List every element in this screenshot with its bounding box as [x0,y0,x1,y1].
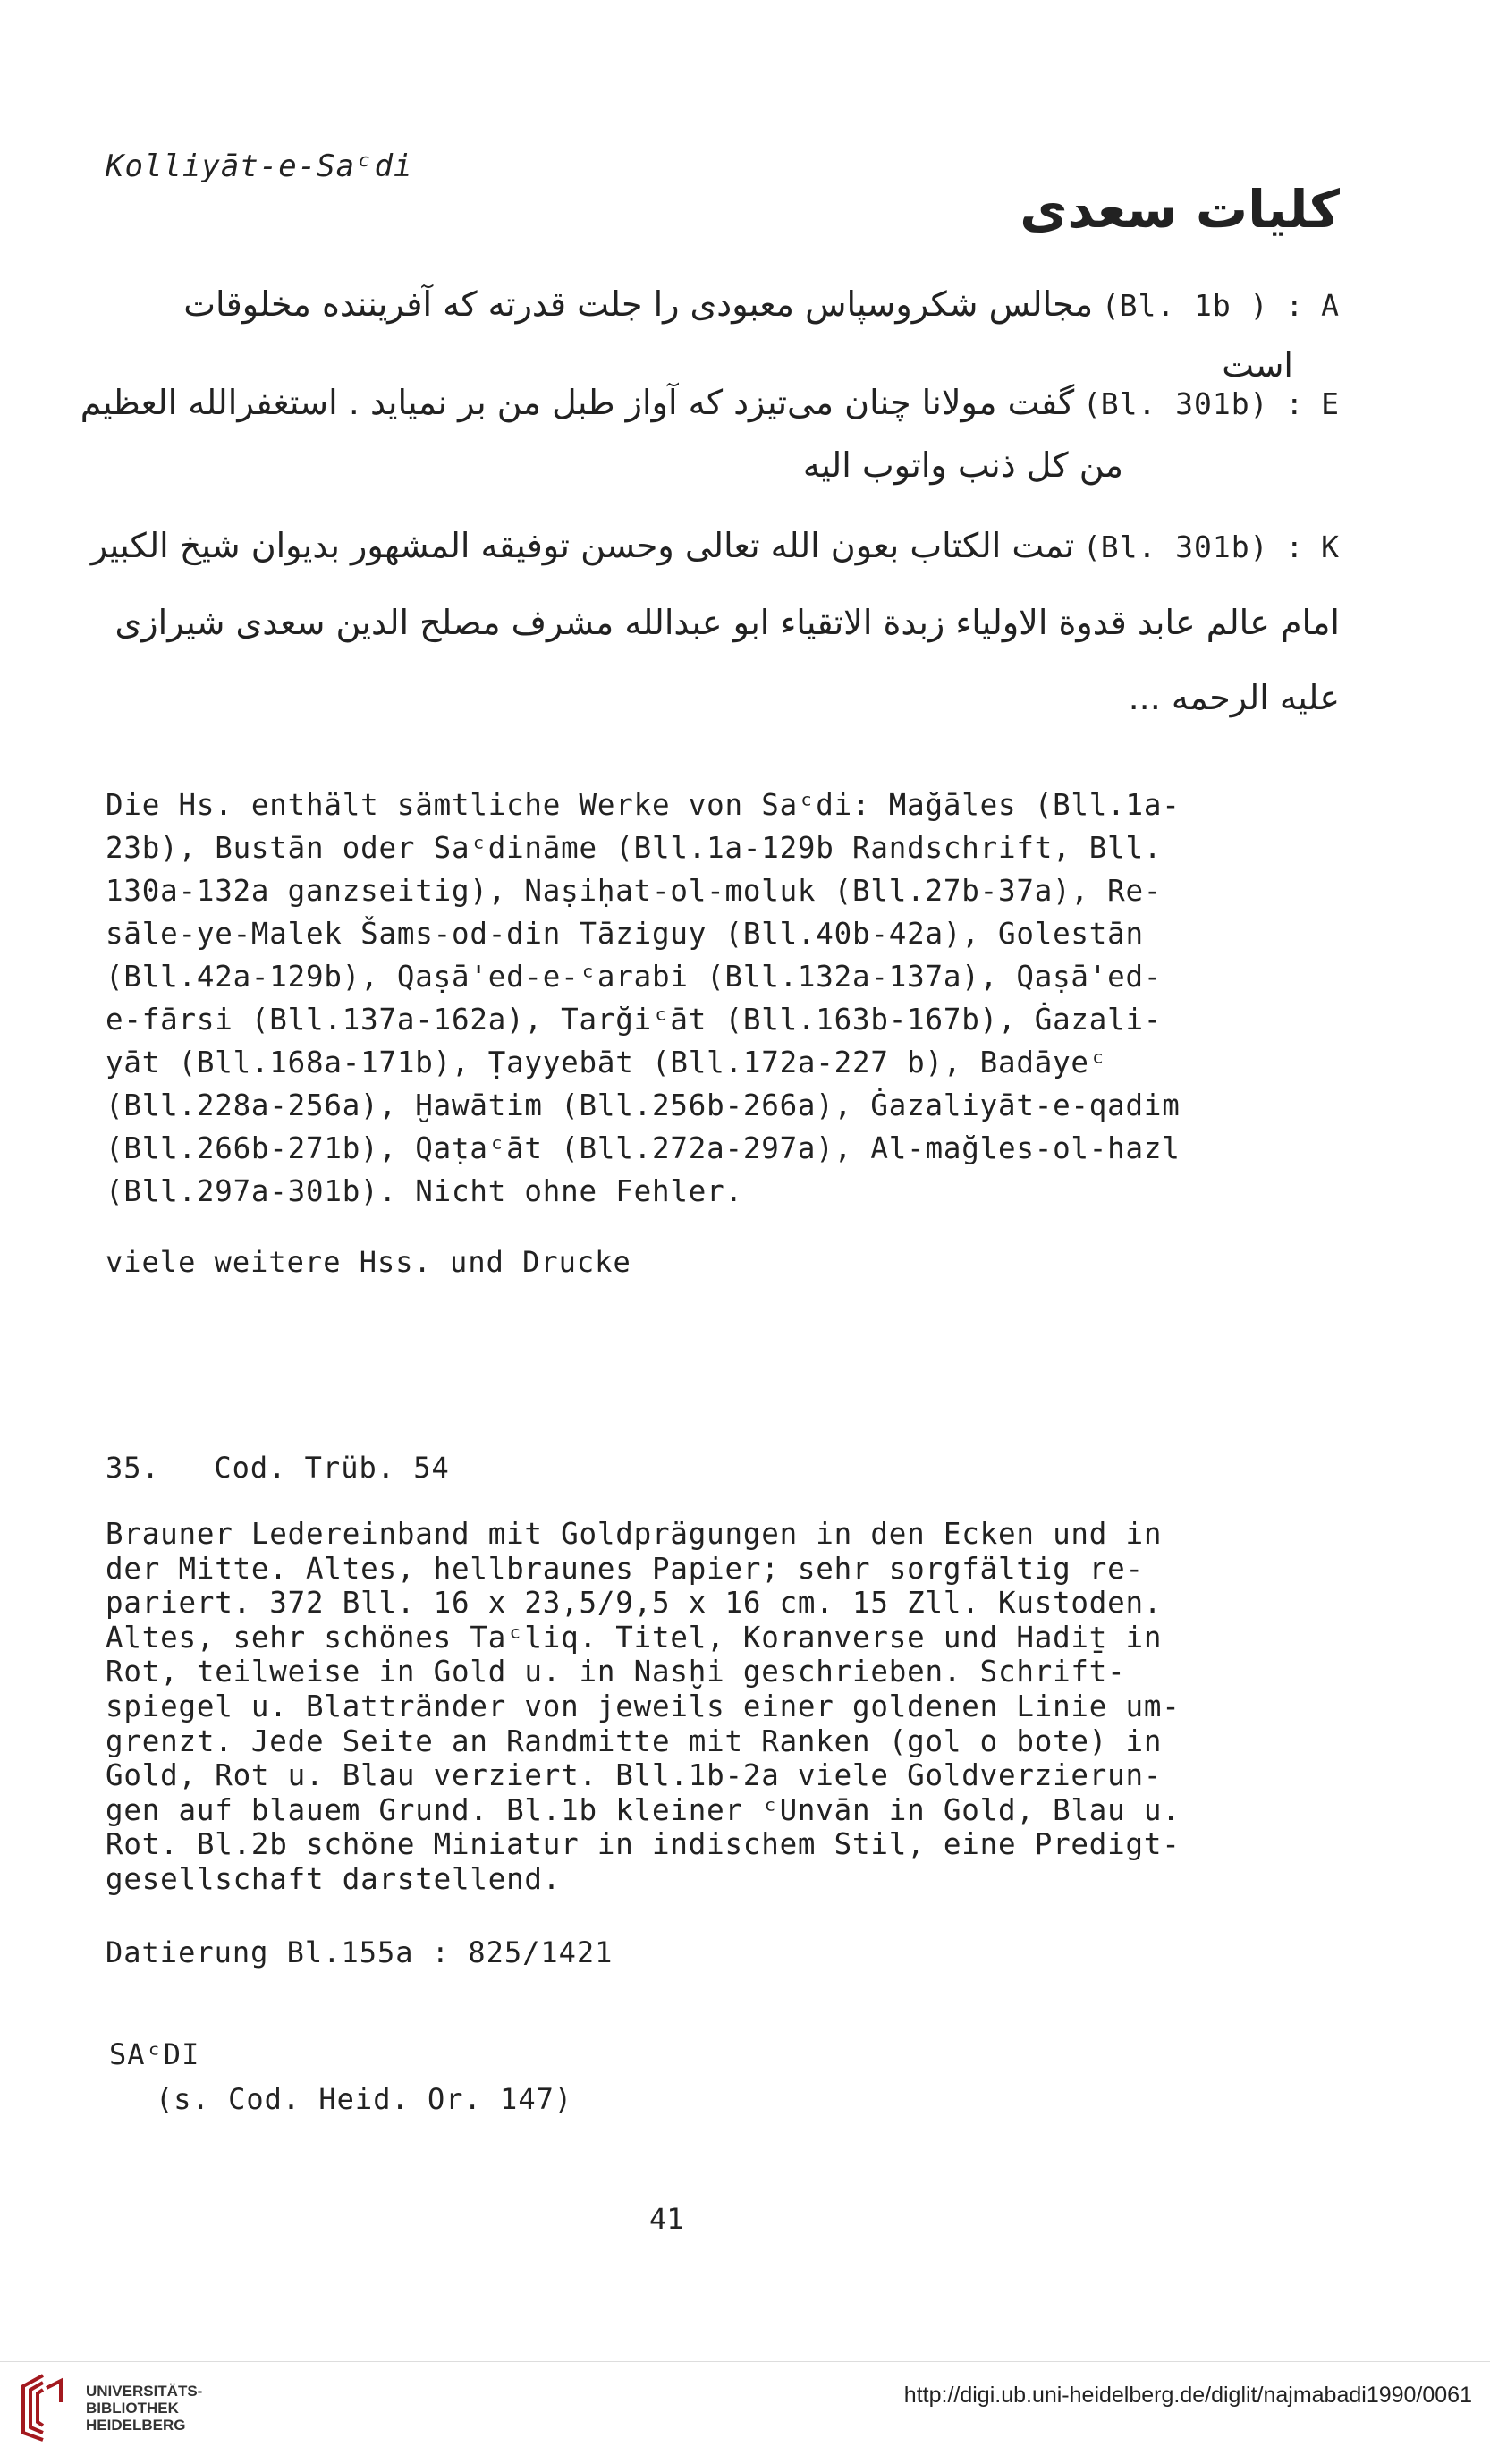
text-line: 23b), Bustān oder Saᶜdināme (Bll.1a-129b Randschrift, Bll. [106,831,1163,865]
folio-reference: (Bl. 301b) : K [1082,529,1340,564]
library-name [86,2383,202,2434]
contents-paragraph [106,783,1342,1213]
library-logo-icon [16,2372,68,2443]
library-name-line: UNIVERSITÄTS- [86,2383,203,2400]
folio-reference: (Bl. 1b ) : A [1101,288,1340,323]
entry-heading [106,1451,450,1485]
manuscript-arabic-text: تمت الکتاب بعون الله تعالی وحسن توفیقه المشهور بدیوان شیخ الکبیر [90,526,1075,565]
manuscript-continuation: است [1222,345,1293,385]
text-line: (Bll.266b-271b), Qaṭaᶜāt (Bll.272a-297a), Al-mağles-ol-hazl [106,1131,1181,1165]
library-name-line: HEIDELBERG [86,2417,186,2434]
text-line: Rot. Bl.2b schöne Miniatur in indischem Stil, eine Predigt- [106,1827,1181,1862]
folio-reference: (Bl. 301b) : E [1082,386,1340,421]
running-title: Kolliyāt-e-Saᶜdi [106,148,413,184]
text-line: sāle-ye-Malek Šams-od-din Tāziguy (Bll.40b-42a), Golestān [106,917,1144,951]
manuscript-continuation: امام عالم عابد قدوة الاولیاء زبدة الاتقیاء ابو عبدالله مشرف مصلح الدین سعدی شیرازی [114,603,1340,642]
text-line: (Bll.42a-129b), Qaṣā'ed-e-ᶜarabi (Bll.132a-137a), Qaṣā'ed- [106,960,1163,994]
library-name-line: BIBLIOTHEK [86,2400,179,2417]
text-line: der Mitte. Altes, hellbraunes Papier; sehr sorgfältig re- [106,1551,1144,1586]
manuscript-arabic-text: مجالس شکروسپاس معبودی را جلت قدرته که آفریننده مخلوقات [183,284,1094,324]
manuscript-arabic-text: گفت مولانا چنان می‌تیزد که آواز طبل من بر نمیاید . استغفرالله العظیم [80,383,1075,422]
description-paragraph [106,1517,1342,1897]
manuscript-continuation: من کل ذنب واتوب الیه [802,445,1123,485]
entry-number: 35. [106,1451,160,1485]
text-line: Brauner Ledereinband mit Goldprägungen in den Ecken und in [106,1517,1163,1551]
entry-codex: Cod. Trüb. 54 [214,1451,450,1485]
text-line: Altes, sehr schönes Taᶜliq. Titel, Koranverse und Hadiṯ in [106,1620,1163,1655]
text-line: Die Hs. enthält sämtliche Werke von Saᶜdi: Mağāles (Bll.1a- [106,788,1181,822]
text-line: gen auf blauem Grund. Bl.1b kleiner ᶜUnvān in Gold, Blau u. [106,1792,1181,1827]
author-reference: (s. Cod. Heid. Or. 147) [156,2082,573,2116]
note-text: viele weitere Hss. und Drucke [106,1245,631,1279]
text-line: gesellschaft darstellend. [106,1861,562,1896]
dating-line: Datierung Bl.155a : 825/1421 [106,1935,614,1969]
text-line: grenzt. Jede Seite an Randmitte mit Ranken (gol o bote) in [106,1723,1163,1758]
text-line: pariert. 372 Bll. 16 x 23,5/9,5 x 16 cm. 15 Zll. Kustoden. [106,1586,1163,1621]
text-line: (Bll.297a-301b). Nicht ohne Fehler. [106,1174,743,1208]
text-line: spiegel u. Blattränder von jeweils einer goldenen Linie um- [106,1689,1181,1723]
author-name: SAᶜDI [109,2037,200,2071]
text-line: Gold, Rot u. Blau verziert. Bll.1b-2a viele Goldverzierun- [106,1758,1163,1793]
manuscript-continuation: علیه الرحمه ... [1128,678,1340,717]
text-line: yāt (Bll.168a-171b), Ṭayyebāt (Bll.172a-227 b), Badāyeᶜ [106,1046,1108,1080]
arabic-title: کلیات سعدی [1020,179,1340,240]
footer-divider [0,2361,1490,2362]
text-line: Rot, teilweise in Gold u. in Nasḫi geschrieben. Schrift- [106,1655,1126,1689]
source-url-link[interactable]: http://digi.ub.uni-heidelberg.de/diglit/najmabadi1990/0061 [903,2383,1472,2408]
text-line: 130a-132a ganzseitig), Naṣiḥat-ol-moluk (Bll.27b-37a), Re- [106,874,1163,908]
text-line: e-fārsi (Bll.137a-162a), Tarğiᶜāt (Bll.163b-167b), Ġazali- [106,1003,1163,1037]
page-number: 41 [649,2202,684,2236]
text-line: (Bll.228a-256a), Ḫawātim (Bll.256b-266a), Ġazaliyāt-e-qadim [106,1088,1181,1122]
